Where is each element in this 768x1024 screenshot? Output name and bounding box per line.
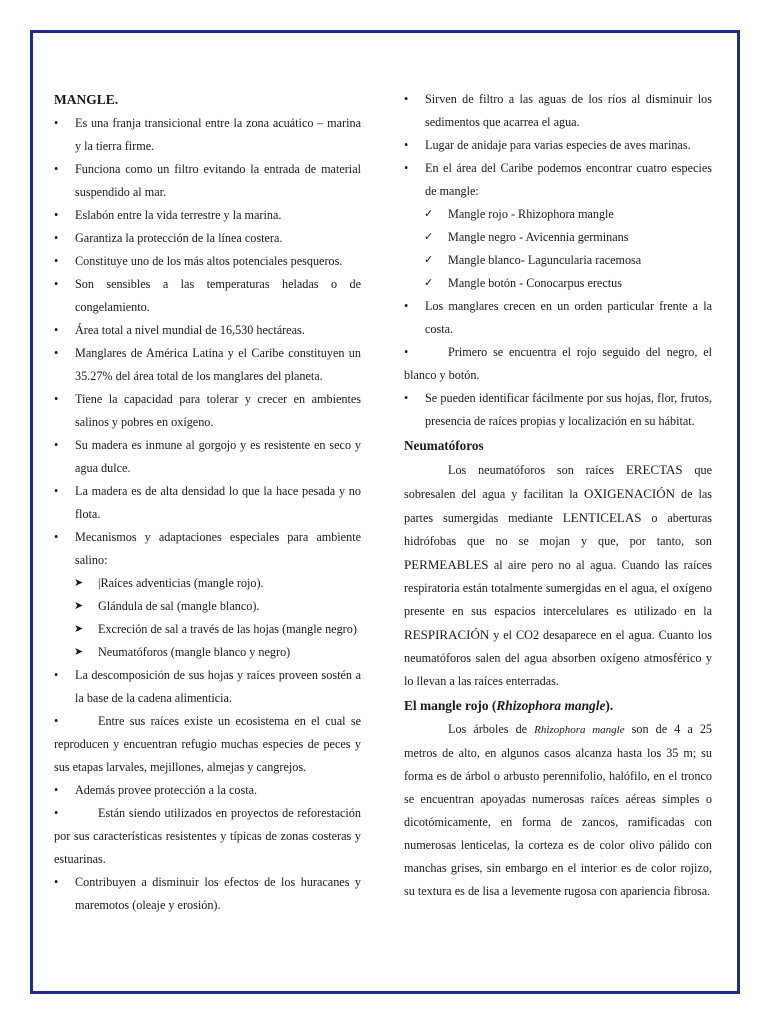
bullet-icon: •: [54, 346, 59, 360]
checkmark-icon: ✓: [424, 254, 434, 266]
bullet-item: • Constituye uno de los más altos potenciales pesqueros.: [54, 250, 361, 273]
bullet-icon: •: [54, 530, 59, 544]
keyword: RESPIRACIÓN: [404, 627, 490, 642]
scientific-name: Rhizophora mangle: [496, 698, 606, 713]
section-title-mangle: MANGLE.: [54, 92, 119, 107]
arrowhead-bullet-icon: ➤: [74, 623, 84, 635]
bullet-item: • Es una franja transicional entre la zona acuático – marina y la tierra firme.: [54, 112, 361, 158]
mangle-rojo-paragraph: Los árboles de Rhizophora mangle son de 4 a 25 metros de alto, en algunos casos alcanza hasta los 35 m; su forma es de árbol o arbusto perennifolio, halófilo, en el tronco se encuentran apoyadas numerosas raíces aéreas simples o dicotómicamente, en forma de zancos, ramificadas con numerosas lenticelas, la corteza es de color olivo pálido con manchas grises, sin embargo en el interior es de color rojizo, su textura es de lisa a levemente rugosa con apariencia fibrosa.: [404, 722, 713, 898]
bullet-item: • Tiene la capacidad para tolerar y crecer en ambientes salinos y pobres en oxígeno.: [54, 388, 361, 434]
checklist-item: ✓ Mangle botón - Conocarpus erectus: [404, 272, 712, 295]
bullet-item: • La descomposición de sus hojas y raíces proveen sostén a la base de la cadena alimenticia.: [54, 664, 361, 710]
checkmark-icon: ✓: [424, 277, 434, 289]
bullet-item: • Eslabón entre la vida terrestre y la marina.: [54, 204, 361, 227]
section-heading-neumatoforos: Neumatóforos: [404, 438, 484, 453]
neumatoforos-paragraph: Los neumatóforos son raíces ERECTAS que sobresalen del agua y facilitan la OXIGENACIÓN de las partes sumergidas mediante LENTICELAS o aberturas hidrófobas que no se mojan y que, por tanto, son PERMEABLES al aire pero no al agua. Cuando las raíces respiratoria están totalmente sumergidas en el agua, el oxígeno presente en sus espacios intercelulares es utilizado en la RESPIRACIÓN y el CO2 desaparece en el agua. Cuanto los neumatóforos salen del agua absorben oxígeno atmosférico y lo llevan a las raíces enterradas.: [404, 462, 712, 688]
bullet-item: • Funciona como un filtro evitando la entrada de material suspendido al mar.: [54, 158, 361, 204]
keyword: PERMEABLES: [404, 557, 489, 572]
bullet-icon: •: [54, 231, 59, 245]
checklist-item: ✓ Mangle rojo - Rhizophora mangle: [404, 203, 712, 226]
bullet-item: • Manglares de América Latina y el Caribe constituyen un 35.27% del área total de los manglares del planeta.: [54, 342, 361, 388]
sub-bullet-item: ➤ Glándula de sal (mangle blanco).: [54, 595, 361, 618]
bullet-item: • Área total a nivel mundial de 16,530 hectáreas.: [54, 319, 361, 342]
bullet-icon: •: [54, 668, 59, 682]
bullet-item: • Además provee protección a la costa.: [54, 779, 361, 802]
arrowhead-bullet-icon: ➤: [74, 600, 84, 612]
bullet-icon: •: [54, 162, 59, 176]
bullet-item: • Su madera es inmune al gorgojo y es resistente en seco y agua dulce.: [54, 434, 361, 480]
keyword: OXIGENACIÓN: [584, 486, 675, 501]
bullet-paragraph: • Primero se encuentra el rojo seguido del negro, el blanco y botón.: [404, 341, 712, 387]
bullet-icon: •: [54, 438, 59, 452]
bullet-icon: •: [54, 277, 59, 291]
arrowhead-bullet-icon: ➤: [74, 577, 84, 589]
arrowhead-bullet-icon: ➤: [74, 646, 84, 658]
sub-bullet-item: ➤ Neumatóforos (mangle blanco y negro): [54, 641, 361, 664]
sub-bullet-item: ➤ Excreción de sal a través de las hojas (mangle negro): [54, 618, 361, 641]
checkmark-icon: ✓: [424, 231, 434, 243]
bullet-item: • Mecanismos y adaptaciones especiales para ambiente salino:: [54, 526, 361, 572]
bullet-icon: •: [54, 254, 59, 268]
bullet-item: • Los manglares crecen en un orden particular frente a la costa.: [404, 295, 712, 341]
bullet-item: • Garantiza la protección de la línea costera.: [54, 227, 361, 250]
bullet-icon: •: [54, 783, 59, 797]
bullet-icon: •: [54, 484, 59, 498]
left-column: [54, 88, 361, 917]
right-column: [404, 88, 712, 903]
bullet-item: • Sirven de filtro a las aguas de los ríos al disminuir los sedimentos que acarrea el agua.: [404, 88, 712, 134]
bullet-item: • Contribuyen a disminuir los efectos de los huracanes y maremotos (oleaje y erosión).: [54, 871, 361, 917]
bullet-icon: •: [54, 806, 59, 820]
bullet-icon: •: [54, 116, 59, 130]
bullet-icon: •: [54, 392, 59, 406]
sub-bullet-item: ➤ |Raíces adventicias (mangle rojo).: [54, 572, 361, 595]
keyword: ERECTAS: [625, 462, 683, 477]
keyword: LENTICELAS: [562, 510, 642, 525]
checklist-item: ✓ Mangle negro - Avicennia germinans: [404, 226, 712, 249]
bullet-paragraph: • Están siendo utilizados en proyectos de reforestación por sus características resistentes y típicas de zonas costeras y estuarinas.: [54, 802, 361, 871]
bullet-icon: •: [404, 391, 409, 405]
checklist-item: ✓ Mangle blanco- Laguncularia racemosa: [404, 249, 712, 272]
bullet-item: • Lugar de anidaje para varias especies de aves marinas.: [404, 134, 712, 157]
section-heading-mangle-rojo: El mangle rojo (Rhizophora mangle).: [404, 698, 614, 713]
bullet-item: • La madera es de alta densidad lo que la hace pesada y no flota.: [54, 480, 361, 526]
bullet-item: • En el área del Caribe podemos encontrar cuatro especies de mangle:: [404, 157, 712, 203]
bullet-icon: •: [54, 208, 59, 222]
bullet-icon: •: [404, 345, 409, 359]
bullet-paragraph: • Entre sus raíces existe un ecosistema en el cual se reproducen y encuentran refugio muchas especies de peces y sus etapas larvales, mejillones, almejas y cangrejos.: [54, 710, 361, 779]
checkmark-icon: ✓: [424, 208, 434, 220]
scientific-name: Rhizophora mangle: [534, 724, 625, 736]
bullet-icon: •: [54, 714, 59, 728]
bullet-icon: •: [404, 161, 409, 175]
bullet-icon: •: [54, 875, 59, 889]
bullet-icon: •: [404, 299, 409, 313]
bullet-icon: •: [54, 323, 59, 337]
bullet-item: • Son sensibles a las temperaturas heladas o de congelamiento.: [54, 273, 361, 319]
bullet-item: • Se pueden identificar fácilmente por sus hojas, flor, frutos, presencia de raíces propias y localización en su hábitat.: [404, 387, 712, 433]
bullet-icon: •: [404, 138, 409, 152]
bullet-icon: •: [404, 92, 409, 106]
